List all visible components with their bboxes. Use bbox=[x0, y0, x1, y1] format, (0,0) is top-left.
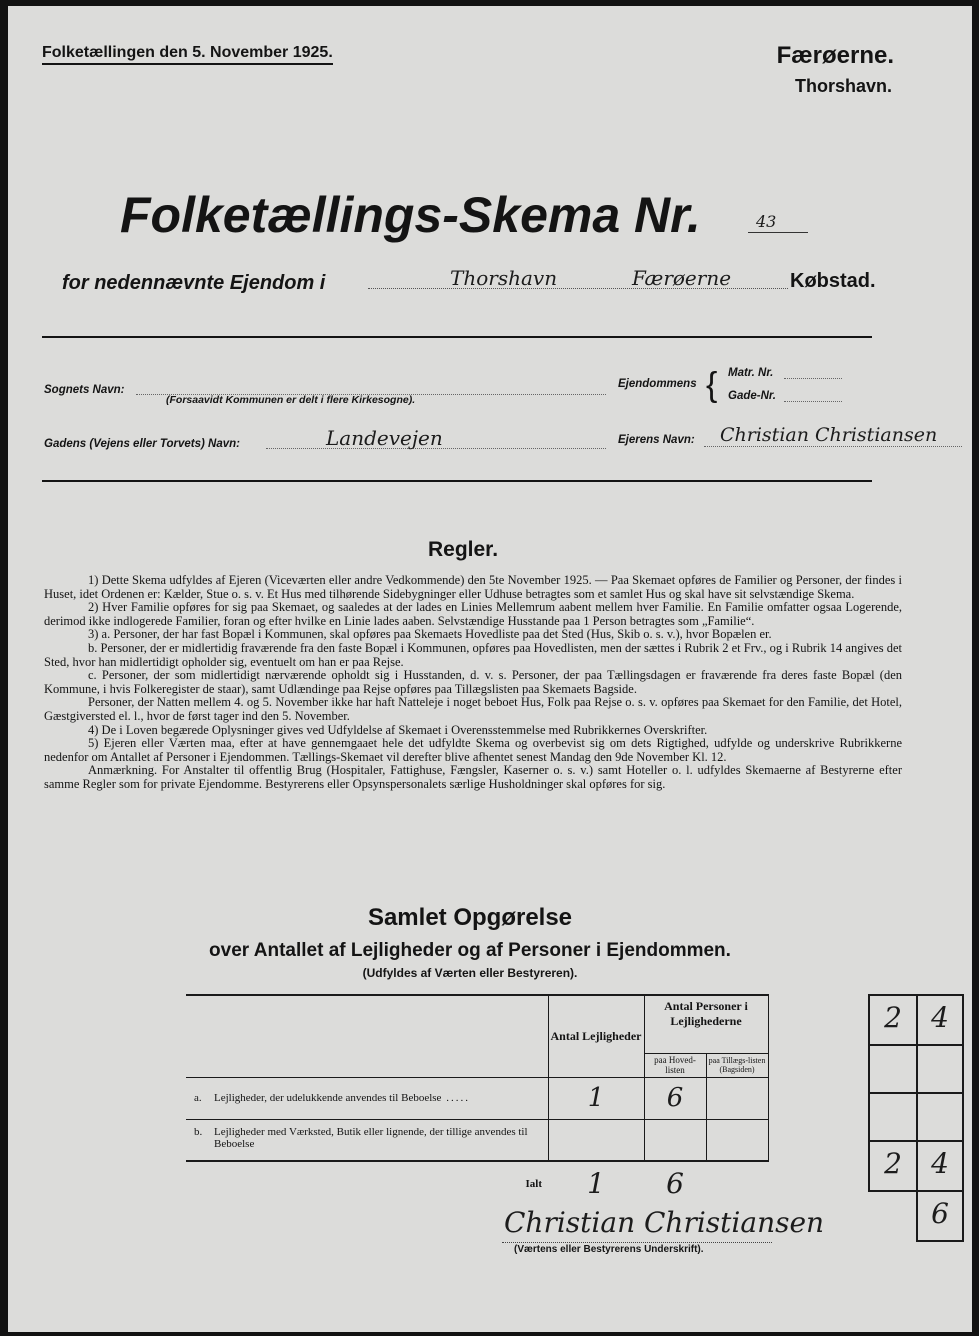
gade-navn-handwritten: Landevejen bbox=[326, 426, 443, 450]
gade-nr-dotline bbox=[784, 401, 842, 402]
summary-note: (Udfyldes af Værten eller Bestyreren). bbox=[362, 966, 578, 980]
signature-handwritten: Christian Christiansen bbox=[504, 1206, 825, 1239]
census-date-header: Folketællingen den 5. November 1925. bbox=[42, 44, 333, 65]
table-row: a. Lejligheder, der udelukkende anvendes til Beboelse ..... 1 6 bbox=[186, 1077, 768, 1119]
row-b-tillaeg bbox=[706, 1119, 768, 1161]
property-line-suffix: Købstad. bbox=[790, 270, 876, 292]
row-a-hoved: 6 bbox=[644, 1077, 706, 1119]
rule-paragraph: 3) a. Personer, der har fast Bopæl i Kommunen, skal opføres paa Skemaets Hovedliste paa det Sted (Hus, Skib o. s. v.), hvor Bopælen er. bbox=[88, 627, 772, 642]
tally-r2-b bbox=[916, 1044, 964, 1094]
rules-text bbox=[44, 574, 902, 792]
form-title: Folketællings-Skema Nr. bbox=[120, 187, 701, 243]
row-a-label: Lejligheder, der udelukkende anvendes til Beboelse bbox=[214, 1092, 442, 1104]
matr-label: Matr. Nr. bbox=[728, 367, 774, 379]
tally-r2-a bbox=[868, 1044, 918, 1094]
header-antal-lejligheder: Antal Lejligheder bbox=[548, 995, 644, 1077]
signature-line bbox=[502, 1242, 772, 1243]
row-a-tillaeg bbox=[706, 1077, 768, 1119]
census-form-page bbox=[8, 6, 972, 1332]
tally-r4-b: 4 bbox=[916, 1140, 964, 1192]
tally-r4-a: 2 bbox=[868, 1140, 918, 1192]
row-b-label: Lejligheder med Værksted, Butik eller lignende, der tillige anvendes til Beboelse bbox=[214, 1125, 528, 1150]
header-antal-personer: Antal Personer i Lejlighederne bbox=[644, 995, 768, 1053]
form-number-line bbox=[748, 232, 808, 233]
rule-paragraph: Personer, der Natten mellem 4. og 5. November ikke har haft Natteleje i noget beboet Hus, Folk paa Rejse o. s. v. opføres paa Skemaet for den Familie, det Hotel, Gæstgiversted el. l., hvor de først tager ind den 5. November. bbox=[44, 695, 902, 723]
row-a-letter: a. bbox=[194, 1092, 202, 1104]
country-handwritten: Færøerne bbox=[632, 266, 732, 290]
table-row bbox=[186, 1161, 768, 1205]
tally-total: 6 bbox=[916, 1190, 964, 1242]
signature-label: (Værtens eller Bestyrerens Underskrift). bbox=[514, 1244, 704, 1255]
sogn-label: Sognets Navn: bbox=[44, 384, 125, 396]
tally-r1-b: 4 bbox=[916, 994, 964, 1046]
header-hovedlisten: paa Hoved-listen bbox=[644, 1053, 706, 1077]
brace-icon: { bbox=[706, 366, 718, 404]
header-tillaegslisten: paa Tillægs-listen (Bagsiden) bbox=[706, 1053, 768, 1077]
ialt-hoved: 6 bbox=[644, 1161, 706, 1205]
ejer-dotline bbox=[704, 446, 962, 447]
rule-paragraph: 2) Hver Familie opføres for sig paa Skemaet, og saaledes at der lades en Linies Mellemrum aabent mellem hver Familie. En Familie omfatter ogsaa Logerende, derimod ikke indlogerede Familier, foran og efter hvilke en Linie lades aaben. Selvstændige Husstande paa 1 Person betragtes som „Familie“. bbox=[44, 600, 902, 628]
property-line-prefix: for nedennævnte Ejendom i bbox=[62, 272, 326, 294]
ialt-antal: 1 bbox=[548, 1161, 644, 1205]
rule-paragraph: 4) De i Loven begærede Oplysninger gives ved Udfyldelse af Skemaet i Overensstemmelse med Rubrikkernes Overskrifter. bbox=[88, 722, 708, 737]
region-header: Færøerne. bbox=[776, 42, 894, 69]
rule-paragraph: 5) Ejeren eller Værten maa, efter at have gennemgaaet hele det udfyldte Skema og overbevist sig om dets Rigtighed, udfylde og underskrive Rubrikkerne nedenfor om Antallet af Personer i Ejendommen. Tællings-Skemaet vil derefter blive afhentet senest Mandag den 9de November Kl. 12. bbox=[44, 736, 902, 764]
row-b-antal bbox=[548, 1119, 644, 1161]
summary-heading: Samlet Opgørelse bbox=[367, 904, 573, 931]
rules-heading: Regler. bbox=[428, 538, 499, 561]
ejer-handwritten: Christian Christiansen bbox=[720, 424, 938, 446]
table-row bbox=[186, 1119, 768, 1161]
ejendommens-label: Ejendommens bbox=[618, 378, 697, 390]
summary-table bbox=[186, 994, 769, 1205]
tally-r1-a: 2 bbox=[868, 994, 918, 1046]
rule-paragraph: c. Personer, der som midlertidigt nærværende opholdt sig i Husstanden, d. v. s. Personer, der paa Tællingsdagen er fraværende fra deres faste Bopæl (den Kommune, i hvis Folkeregister de staar), samt Udlændinge paa Rejse opføres paa Tillægslisten paa Skemaets Bagside. bbox=[44, 668, 902, 696]
ialt-tillaeg bbox=[706, 1161, 768, 1205]
divider-top bbox=[42, 336, 872, 338]
row-b-hoved bbox=[644, 1119, 706, 1161]
divider-bottom bbox=[42, 480, 872, 482]
row-a-antal: 1 bbox=[548, 1077, 644, 1119]
ialt-label: Ialt bbox=[186, 1161, 548, 1205]
summary-subheading: over Antallet af Lejligheder og af Personer i Ejendommen. bbox=[209, 940, 731, 961]
sogn-note: (Forsaavidt Kommunen er delt i flere Kirkesogne). bbox=[166, 394, 416, 406]
form-number-handwritten: 43 bbox=[756, 212, 777, 231]
gade-nr-label: Gade-Nr. bbox=[728, 390, 776, 402]
rule-paragraph: Anmærkning. For Anstalter til offentlig Brug (Hospitaler, Fattighuse, Fængsler, Kaserner o. s. v.) samt Hoteller o. l. udfyldes Skemaerne af Bestyrerne efter samme Regler som for private Ejendomme. Bestyrerens eller Opsynspersonalets særlige Husholdninger skal opføres for sig. bbox=[44, 763, 902, 791]
town-header: Thorshavn. bbox=[794, 76, 892, 96]
rule-paragraph: b. Personer, der er midlertidig fraværende fra den faste Bopæl i Kommunen, opføres paa Hovedlisten, men der sættes i Rubrik 2 et Frv., og i Rubrik 14 angives det Sted, hvor han midlertidigt opholder sig, eventuelt om han er paa Rejse. bbox=[44, 640, 902, 669]
row-b-letter: b. bbox=[194, 1125, 203, 1138]
tally-r3-b bbox=[916, 1092, 964, 1142]
matr-dotline bbox=[784, 378, 842, 379]
summary-blank-header bbox=[186, 995, 548, 1077]
ejer-label: Ejerens Navn: bbox=[618, 434, 695, 446]
gade-navn-label: Gadens (Vejens eller Torvets) Navn: bbox=[44, 438, 240, 450]
tally-r3-a bbox=[868, 1092, 918, 1142]
rule-paragraph: 1) Dette Skema udfyldes af Ejeren (Viceværten eller andre Vedkommende) den 5te November 1925. — Paa Skemaet opføres de Familier og Personer, der findes i Huset, idet Ordenen er: Kælder, Stue o. s. v. Et Hus med tilhørende Sidebygninger eller Udhuse betragtes som et samlet Hus og skal have sit selvstændige Skema. bbox=[44, 573, 902, 601]
city-handwritten: Thorshavn bbox=[450, 266, 558, 290]
